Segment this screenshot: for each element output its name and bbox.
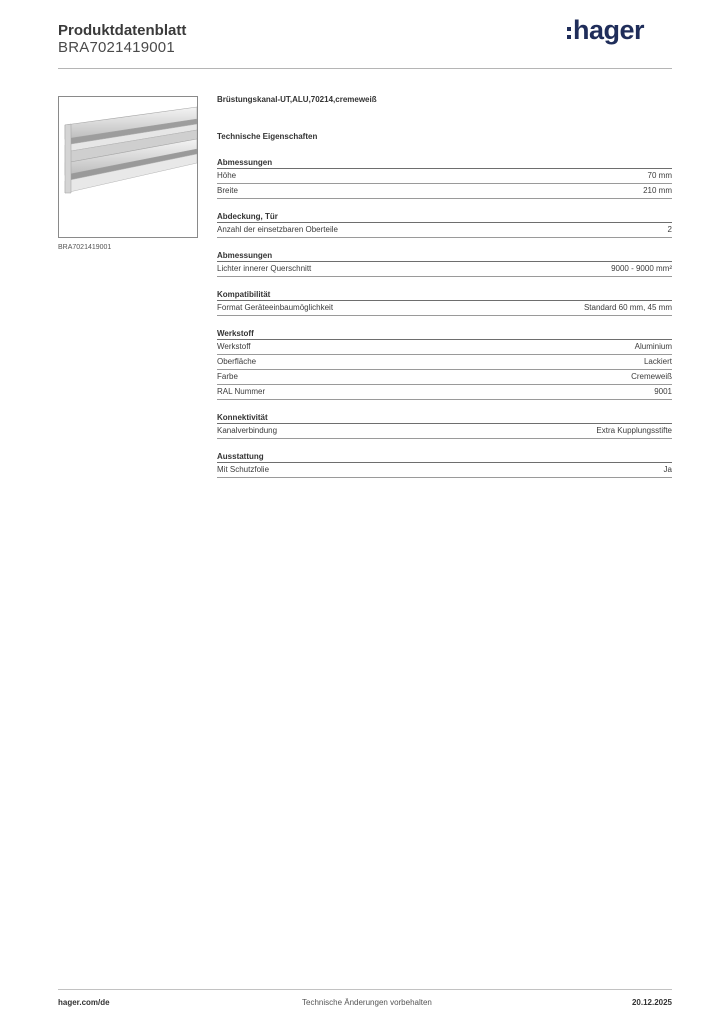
footer-divider — [58, 989, 672, 990]
row-label: Breite — [217, 186, 238, 195]
header-divider — [58, 68, 672, 69]
group-connectivity — [217, 412, 672, 439]
group-title: Konnektivität — [217, 412, 672, 424]
footer-website-link[interactable]: hager.com/de — [58, 998, 110, 1007]
product-details — [217, 94, 672, 478]
row-label: Kanalverbindung — [217, 426, 278, 435]
group-title: Abmessungen — [217, 250, 672, 262]
row-value: 9001 — [654, 387, 672, 396]
footer-disclaimer: Technische Änderungen vorbehalten — [302, 998, 432, 1007]
image-caption: BRA7021419001 — [58, 244, 112, 251]
table-row — [217, 169, 672, 184]
row-label: Mit Schutzfolie — [217, 465, 270, 474]
article-number: BRA7021419001 — [58, 39, 175, 56]
table-row — [217, 424, 672, 439]
footer-date: 20.12.2025 — [631, 998, 672, 1007]
row-value: Standard 60 mm, 45 mm — [583, 303, 672, 312]
section-heading: Technische Eigenschaften — [217, 132, 318, 141]
group-title: Ausstattung — [217, 451, 672, 463]
row-value: Lackiert — [643, 357, 672, 366]
row-value: 70 mm — [647, 171, 672, 180]
table-row — [217, 385, 672, 400]
product-name: Brüstungskanal-UT,ALU,70214,cremeweiß — [217, 95, 377, 104]
cable-duct-photo-icon — [59, 97, 197, 237]
row-value: 2 — [667, 225, 672, 234]
row-value: 9000 - 9000 mm² — [611, 264, 672, 273]
table-row — [217, 355, 672, 370]
product-image — [58, 96, 198, 238]
table-row — [217, 184, 672, 199]
row-label: Anzahl der einsetzbaren Oberteile — [217, 225, 338, 234]
row-label: Lichter innerer Querschnitt — [217, 264, 312, 273]
logo-text: hager — [573, 15, 645, 45]
group-title: Abdeckung, Tür — [217, 211, 672, 223]
group-material — [217, 328, 672, 400]
table-row — [217, 262, 672, 277]
row-value: 210 mm — [643, 186, 672, 195]
group-title: Kompatibilität — [217, 289, 672, 301]
table-row — [217, 223, 672, 238]
row-label: Werkstoff — [217, 342, 251, 351]
group-title: Werkstoff — [217, 328, 672, 340]
row-value: Extra Kupplungsstifte — [596, 426, 672, 435]
group-title: Abmessungen — [217, 157, 672, 169]
row-value: Aluminium — [634, 342, 672, 351]
row-label: RAL Nummer — [217, 387, 266, 396]
table-row — [217, 340, 672, 355]
group-compatibility — [217, 289, 672, 316]
row-label: Oberfläche — [217, 357, 257, 366]
group-cover-door — [217, 211, 672, 238]
page-title: Produktdatenblatt — [58, 22, 187, 39]
row-value: Ja — [663, 465, 672, 474]
row-label: Höhe — [217, 171, 237, 180]
row-label: Format Geräteeinbaumöglichkeit — [217, 303, 334, 312]
group-dimensions — [217, 157, 672, 199]
table-row — [217, 463, 672, 478]
row-label: Farbe — [217, 372, 238, 381]
hager-logo[interactable] — [567, 15, 644, 46]
group-equipment — [217, 451, 672, 478]
logo-mark-icon — [567, 27, 571, 39]
row-value: Cremeweiß — [631, 372, 672, 381]
group-dimensions-2 — [217, 250, 672, 277]
table-row — [217, 370, 672, 385]
table-row — [217, 301, 672, 316]
